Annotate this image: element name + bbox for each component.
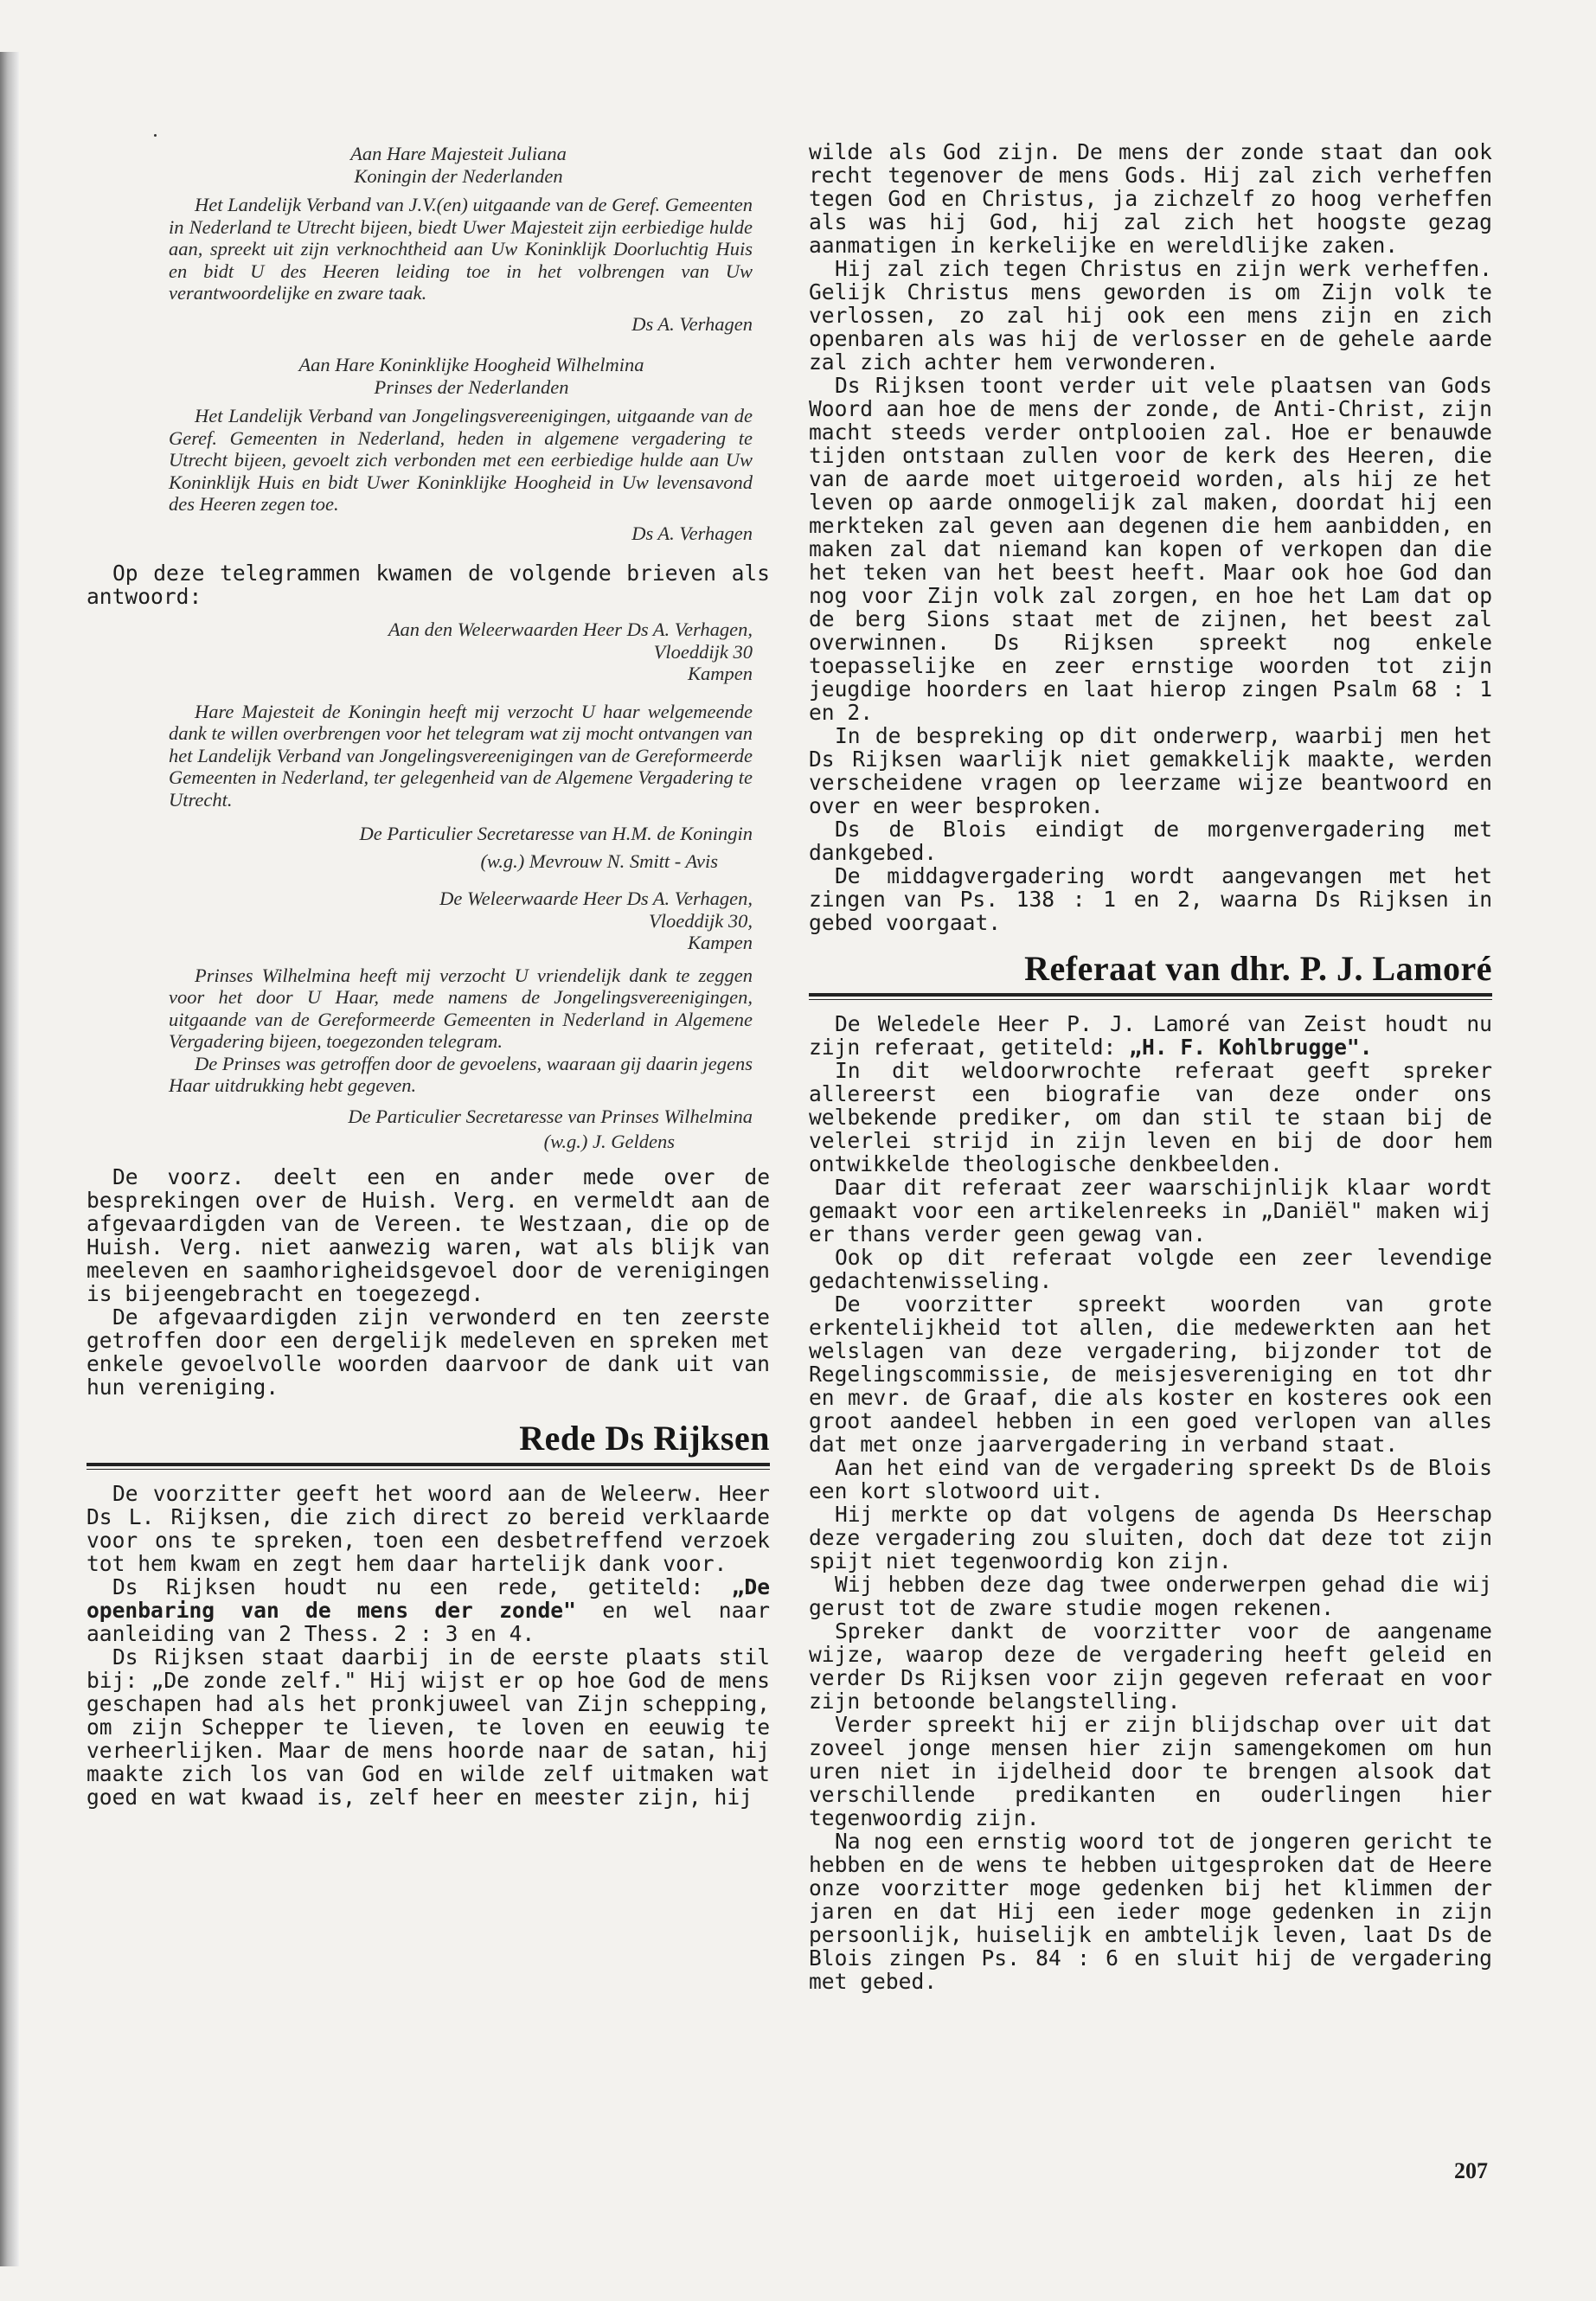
page-binding-edge	[0, 52, 19, 2266]
telegram-heading: Aan Hare Koninklijke Hoogheid Wilhelmina Prinses der Nederlanden	[298, 354, 644, 398]
heading-rule	[809, 993, 1492, 1000]
telegram-text: Het Landelijk Verband van Jongelingsvereenigingen, uitgaande van de Geref. Gemeenten in Nederland, heden in algemene vergadering te Utrecht bijeen, gevoelt zich verbonden met een eerbiedige hulde aan Uw Koninklijk Huis en bidt Uwer Koninklijke Hoogheid in Uw levensavond des Heeren zegen toe.	[169, 405, 753, 515]
lecture-title: „De openbaring van de mens der zonde"	[87, 1574, 770, 1623]
paragraph: Verder spreekt hij er zijn blijdschap over uit dat zoveel jonge mensen hier zijn samengekomen om hun uren niet in ijdelheid door te brengen alsook dat verschillende predikanten en ouderlingen hier tegenwoordig zijn.	[809, 1712, 1492, 1830]
paragraph: In de bespreking op dit onderwerp, waarbij men het Ds Rijksen waarlijk niet gemakkelijk maakte, werden verscheidene vragen op leerzame wijze beantwoord en over en weer besproken.	[809, 723, 1492, 818]
paragraph: De middagvergadering wordt aangevangen met het zingen van Ps. 138 : 1 en 2, waarna Ds Rijksen in gebed voorgaat.	[809, 863, 1492, 935]
lecture-title: „H. F. Kohlbrugge".	[1129, 1035, 1373, 1060]
paragraph	[87, 1575, 770, 1645]
left-column	[87, 130, 770, 1809]
paragraph: Ds de Blois eindigt de morgenvergadering met dankgebed.	[809, 817, 1492, 865]
letter-address: De Weleerwaarde Heer Ds A. Verhagen, Vloeddijk 30, Kampen	[439, 888, 753, 953]
text-run: De Weledele Heer P. J. Lamoré van Zeist houdt nu zijn referaat, getiteld:	[809, 1011, 1492, 1060]
telegram-juliana	[87, 143, 770, 335]
letter-text: De Prinses was getroffen door de gevoelens, waaraan gij daarin jegens Haar uitdrukking hebt gegeven.	[169, 1052, 753, 1096]
section-title: Referaat van dhr. P. J. Lamoré	[1024, 949, 1492, 988]
letter-text: Hare Majesteit de Koningin heeft mij verzocht U haar welgemeende dank te willen overbrengen voor het telegram wat zij mocht ontvangen van het Landelijk Verband van Jongelingsvereenigingen van de Gereformeerde Gemeenten in Nederland, ter gelegenheid van de Algemene Vergadering te Utrecht.	[169, 700, 753, 811]
paragraph: Aan het eind van de vergadering spreekt Ds de Blois een kort slotwoord uit.	[809, 1455, 1492, 1503]
paragraph: Ds Rijksen toont verder uit vele plaatsen van Gods Woord aan hoe de mens der zonde, de Anti-Christ, zijn macht steeds verder ontplooien zal. Hoe er benauwde tijden ontstaan zullen voor de kerk des Heeren, die van de aarde moet uitgeroeid worden, als hij ze het leven op aarde onmogelijk zal maken, doordat hij een merkteken zal geven aan degenen die hem aanbidden, en maken zal dat niemand kan kopen of verkopen dan die het teken van het beest heeft. Maar ook hoe God dan nog voor Zijn volk zal zorgen, en hoe het Lam dat op de berg Sions staat met de zijnen, het beest zal overwinnen. Ds Rijksen spreekt nog enkele toepasselijke en zeer ernstige woorden tot zijn jeugdige hoorders en laat hierop zingen Psalm 68 : 1 en 2.	[809, 373, 1492, 725]
letter-address: Aan den Weleerwaarden Heer Ds A. Verhagen, Vloeddijk 30 Kampen	[388, 619, 753, 684]
letter-text: Prinses Wilhelmina heeft mij verzocht U vriendelijk dank te zeggen voor het door U Haar, mede namens de Jongelingsvereenigingen, uitgaande van de Gereformeerde Gemeenten in Nederland in Algemene Vergadering bijeen, toegezonden telegram.	[169, 964, 753, 1052]
paragraph: Hij merkte op dat volgens de agenda Ds Heerschap deze vergadering zou sluiten, doch dat deze tot zijn spijt niet tegenwoordig kon zijn.	[809, 1502, 1492, 1574]
text-run: Ds Rijksen houdt nu een rede, getiteld:	[112, 1574, 732, 1599]
page-number: 207	[1454, 2158, 1488, 2183]
letters-intro: Op deze telegrammen kwamen de volgende brieven als antwoord:	[87, 561, 770, 609]
section-heading-lamore	[809, 948, 1492, 1000]
telegram-heading: Aan Hare Majesteit Juliana Koningin der Nederlanden	[350, 143, 567, 187]
telegram-text: Het Landelijk Verband van J.V.(en) uitgaande van de Geref. Gemeenten in Nederland te Utrecht bijeen, biedt Uwer Majesteit zijn eerbiedige hulde aan, spreekt uit zijn verknochtheid aan Uw Koninklijk Doorluchtig Huis en bidt U des Heeren leiding toe in het volbrengen van Uw verantwoordelijke en zware taak.	[169, 194, 753, 304]
paragraph: Daar dit referaat zeer waarschijnlijk klaar wordt gemaakt voor een artikelenreeks in „Daniël" maken wij er thans verder geen gewag van.	[809, 1175, 1492, 1247]
paragraph: De voorzitter geeft het woord aan de Weleerw. Heer Ds L. Rijksen, die zich direct zo bereid verklaarde voor ons te spreken, toen een desbetreffend verzoek tot hem kwam en zegt hem daar hartelijk dank voor.	[87, 1480, 770, 1576]
telegram-signature: Ds A. Verhagen	[631, 312, 753, 335]
paragraph: wilde als God zijn. De mens der zonde staat dan ook recht tegenover de mens Gods. Hij zal zich verheffen tegen God en Christus, ja zichzelf zo hoog verheffen als was hij God, hij zal zich het hoogste gezag aanmatigen in kerkelijke en wereldlijke zaken.	[809, 139, 1492, 258]
section-title: Rede Ds Rijksen	[519, 1418, 770, 1458]
paragraph: De voorzitter spreekt woorden van grote erkentelijkheid tot allen, die medewerkten aan het welslagen van deze vergadering, bijzonder tot de Regelingscommissie, de meisjesvereniging en tot dhr en mevr. de Graaf, die als koster en kosteres ook een groot aandeel hebben in een goed verlopen van alles dat met onze jaarvergadering in verband staat.	[809, 1292, 1492, 1457]
letter-signature-title: De Particulier Secretaresse van Prinses Wilhelmina	[348, 1105, 753, 1127]
letter-queen	[87, 619, 770, 872]
telegram-wilhelmina	[87, 354, 770, 544]
paragraph: Hij zal zich tegen Christus en zijn werk verheffen. Gelijk Christus mens geworden is om Zijn volk te verlossen, zo zal hij ook een mens zijn en zich openbaren als was hij de verlosser en de gehele aarde zal zich achter hem verwonderen.	[809, 256, 1492, 375]
right-column	[809, 130, 1492, 1993]
paragraph: Na nog een ernstig woord tot de jongeren gericht te hebben en de wens te hebben uitgesproken dat de Heere onze voorzitter moge gedenken bij het klimmen der jaren en dat Hij een ieder moge gedenken in zijn persoonlijk, huiselijk en ambtelijk leven, laat Ds de Blois zingen Ps. 84 : 6 en sluit hij de vergadering met gebed.	[809, 1829, 1492, 1994]
paragraph: Ook op dit referaat volgde een zeer levendige gedachtenwisseling.	[809, 1245, 1492, 1293]
section-heading-rijksen	[87, 1418, 770, 1470]
paragraph: In dit weldoorwrochte referaat geeft spreker allereerst een biografie van deze onder ons welbekende prediker, om dan stil te staan bij de velerlei strijd in zijn leven en bij de door hem ontwikkelde theologische denkbeelden.	[809, 1058, 1492, 1176]
paragraph: Ds Rijksen staat daarbij in de eerste plaats stil bij: „De zonde zelf." Hij wijst er op hoe God de mens geschapen had als het pronkjuweel van Zijn schepping, om zijn Schepper te lieven, te loven en eeuwig te verheerlijken. Maar de mens hoorde naar de satan, hij maakte zich los van God en wilde zelf uitmaken wat goed en wat kwaad is, zelf heer en meester zijn, hij	[87, 1644, 770, 1810]
letter-signature-name: (w.g.) J. Geldens	[543, 1131, 675, 1152]
paragraph: De afgevaardigden zijn verwonderd en ten zeerste getroffen door een dergelijk medeleven en spreken met enkele gevoelvolle woorden daarvoor de dank uit van hun vereniging.	[87, 1304, 770, 1400]
letter-signature-title: De Particulier Secretaresse van H.M. de Koningin	[359, 823, 753, 844]
letter-princess	[87, 888, 770, 1153]
telegram-signature: Ds A. Verhagen	[631, 522, 753, 544]
text-run: en wel naar aanleiding van 2 Thess. 2 : 3 en 4.	[87, 1597, 771, 1646]
heading-rule	[87, 1463, 770, 1470]
letter-signature-name: (w.g.) Mevrouw N. Smitt - Avis	[480, 849, 718, 872]
paragraph	[809, 1012, 1492, 1059]
paragraph: De voorz. deelt een en ander mede over de besprekingen over de Huish. Verg. en vermeldt aan de afgevaardigden van de Vereen. te Westzaan, die op de Huish. Verg. niet aanwezig waren, wat als blijk van meeleven en saamhorigheidsgevoel door de verenigingen is bijeengebracht en toegezegd.	[87, 1163, 770, 1306]
paragraph: Spreker dankt de voorzitter voor de aangename wijze, waarop deze de vergadering heeft geleid en verder Ds Rijksen voor zijn gegeven referaat en voor zijn betoonde belangstelling.	[809, 1618, 1492, 1714]
paragraph: Wij hebben deze dag twee onderwerpen gehad die wij gerust tot de zware studie mogen rekenen.	[809, 1572, 1492, 1620]
